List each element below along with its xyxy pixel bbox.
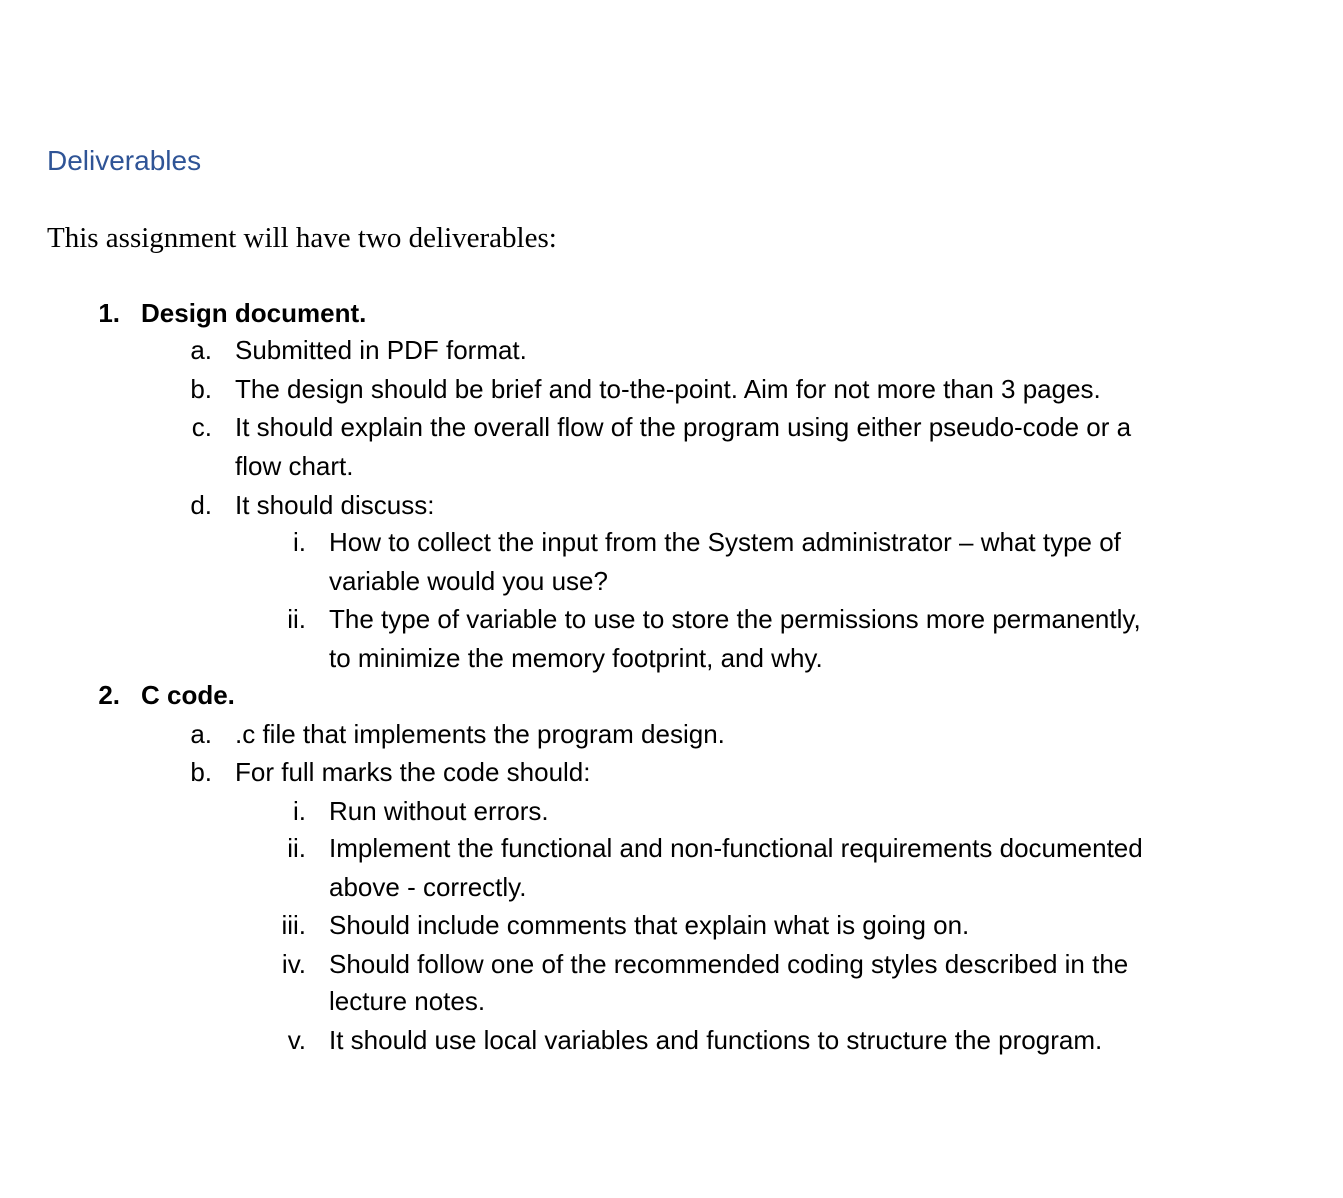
list-item-text: to minimize the memory footprint, and why. <box>329 643 823 673</box>
list-marker: i. <box>293 527 306 557</box>
list-marker: 1. <box>98 298 120 328</box>
list-marker: b. <box>190 374 212 404</box>
list-item-text: Submitted in PDF format. <box>235 335 527 365</box>
list-marker: iii. <box>281 910 306 940</box>
intro-paragraph: This assignment will have two deliverables: <box>47 222 557 254</box>
list-marker: ii. <box>287 604 306 634</box>
list-item-text: .c file that implements the program design. <box>235 719 725 749</box>
list-item-text: lecture notes. <box>329 986 486 1016</box>
list-item-text: above - correctly. <box>329 872 527 902</box>
list-marker: ii. <box>287 833 306 863</box>
list-item-text: Implement the functional and non-functional requirements documented <box>329 833 1143 863</box>
list-marker: c. <box>191 412 212 442</box>
list-marker: a. <box>190 335 212 365</box>
list-marker: i. <box>293 796 306 826</box>
list-item-text: It should use local variables and functions to structure the program. <box>329 1025 1103 1055</box>
list-item-text: flow chart. <box>235 451 354 481</box>
list-marker: a. <box>190 719 212 749</box>
list-item-text: The design should be brief and to-the-point. Aim for not more than 3 pages. <box>235 374 1101 404</box>
list-marker: b. <box>190 757 212 787</box>
list-item-text: It should discuss: <box>235 490 435 520</box>
section-heading: Deliverables <box>47 145 202 176</box>
list-item-text: It should explain the overall flow of the program using either pseudo-code or a <box>235 412 1132 442</box>
list-item-text: Should follow one of the recommended coding styles described in the <box>329 949 1129 979</box>
list-marker: 2. <box>98 680 120 710</box>
list-item-text: variable would you use? <box>329 566 608 596</box>
list-marker: d. <box>190 490 212 520</box>
list-item-title: C code. <box>141 680 235 710</box>
list-item-text: For full marks the code should: <box>235 757 591 787</box>
list-item-text: Should include comments that explain what is going on. <box>329 910 970 940</box>
list-item-text: Run without errors. <box>329 796 549 826</box>
list-item-text: How to collect the input from the System administrator – what type of <box>329 527 1121 557</box>
list-marker: v. <box>287 1025 306 1055</box>
list-item-text: The type of variable to use to store the permissions more permanently, <box>329 604 1141 634</box>
list-item-title: Design document. <box>141 298 367 328</box>
list-marker: iv. <box>281 949 306 979</box>
